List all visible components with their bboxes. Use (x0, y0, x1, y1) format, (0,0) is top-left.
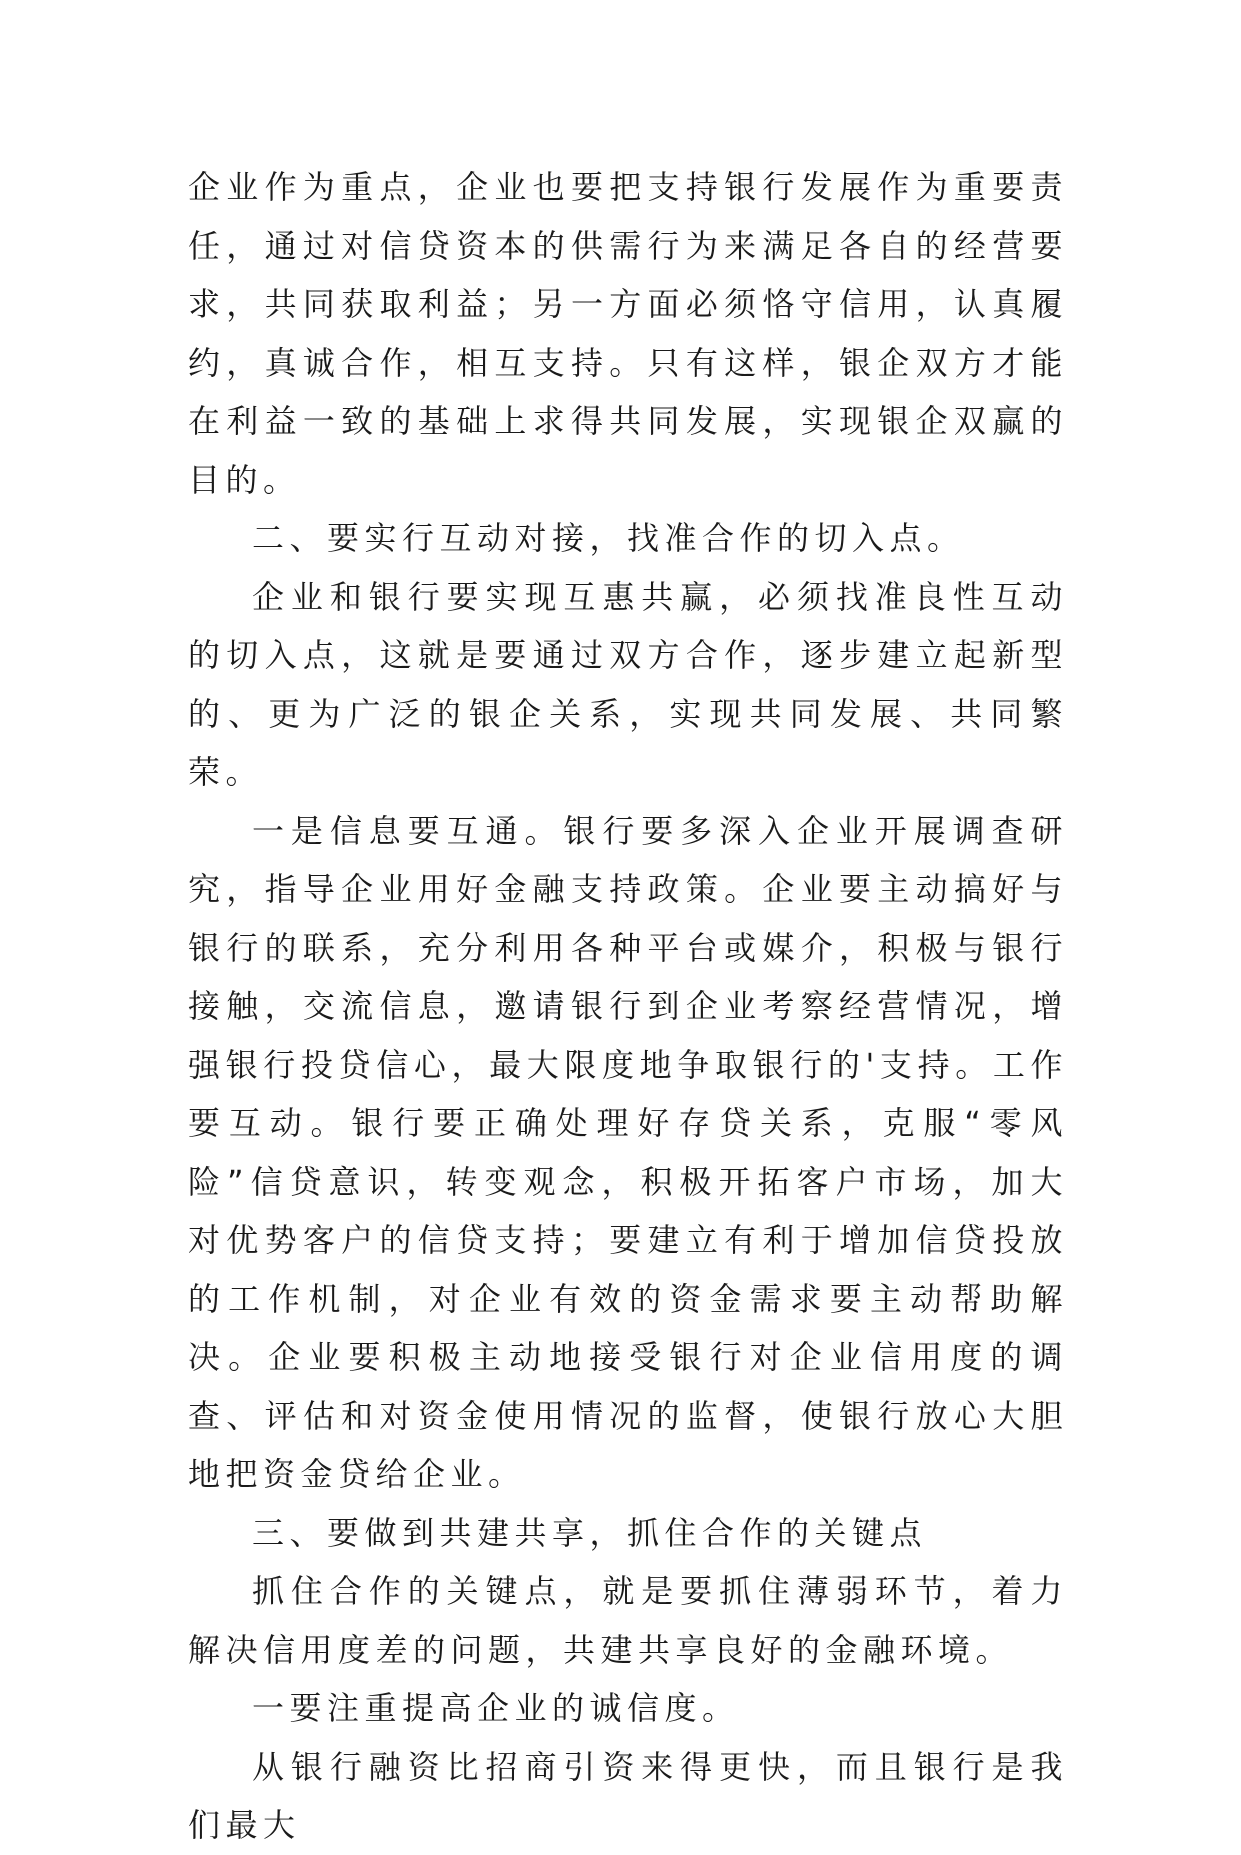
subheading: 一要注重提高企业的诚信度。 (252, 1689, 740, 1727)
section-heading-3: 三、要做到共建共享，抓住合作的关键点 (252, 1513, 928, 1552)
paragraph: 企业和银行要实现互惠共赢，必须找准良性互动的切入点，这就是要通过双方合作，逐步建立起新型的、更为广泛的银企关系，实现共同发展、共同繁荣。 (188, 577, 1068, 791)
paragraph: 一是信息要互通。银行要多深入企业开展调查研究，指导企业用好金融支持政策。企业要主动搞好与银行的联系，充分利用各种平台或媒介，积极与银行接触，交流信息，邀请银行到企业考察经营情况，增强银行投贷信心，最大限度地争取银行的'支持。工作要互动。银行要正确处理好存贷关系，克服“零风险”信贷意识，转变观念，积极开拓客户市场，加大对优势客户的信贷支持；要建立有利于增加信贷投放的工作机制，对企业有效的资金需求要主动帮助解决。企业要积极主动地接受银行对企业信用度的调查、评估和对资金使用情况的监督，使银行放心大胆地把资金贷给企业。 (188, 811, 1068, 1493)
paragraph: 抓住合作的关键点，就是要抓住薄弱环节，着力解决信用度差的问题，共建共享良好的金融环境。 (188, 1572, 1068, 1669)
paragraph-continuation: 企业作为重点，企业也要把支持银行发展作为重要责任，通过对信贷资本的供需行为来满足各自的经营要求，共同获取利益；另一方面必须恪守信用，认真履约，真诚合作，相互支持。只有这样，银企双方才能在利益一致的基础上求得共同发展，实现银企双赢的目的。 (188, 168, 1068, 499)
paragraph: 从银行融资比招商引资来得更快，而且银行是我们最大 (188, 1747, 1068, 1844)
body-text (188, 158, 1068, 1855)
section-heading-2: 二、要实行互动对接，找准合作的切入点。 (252, 519, 965, 557)
